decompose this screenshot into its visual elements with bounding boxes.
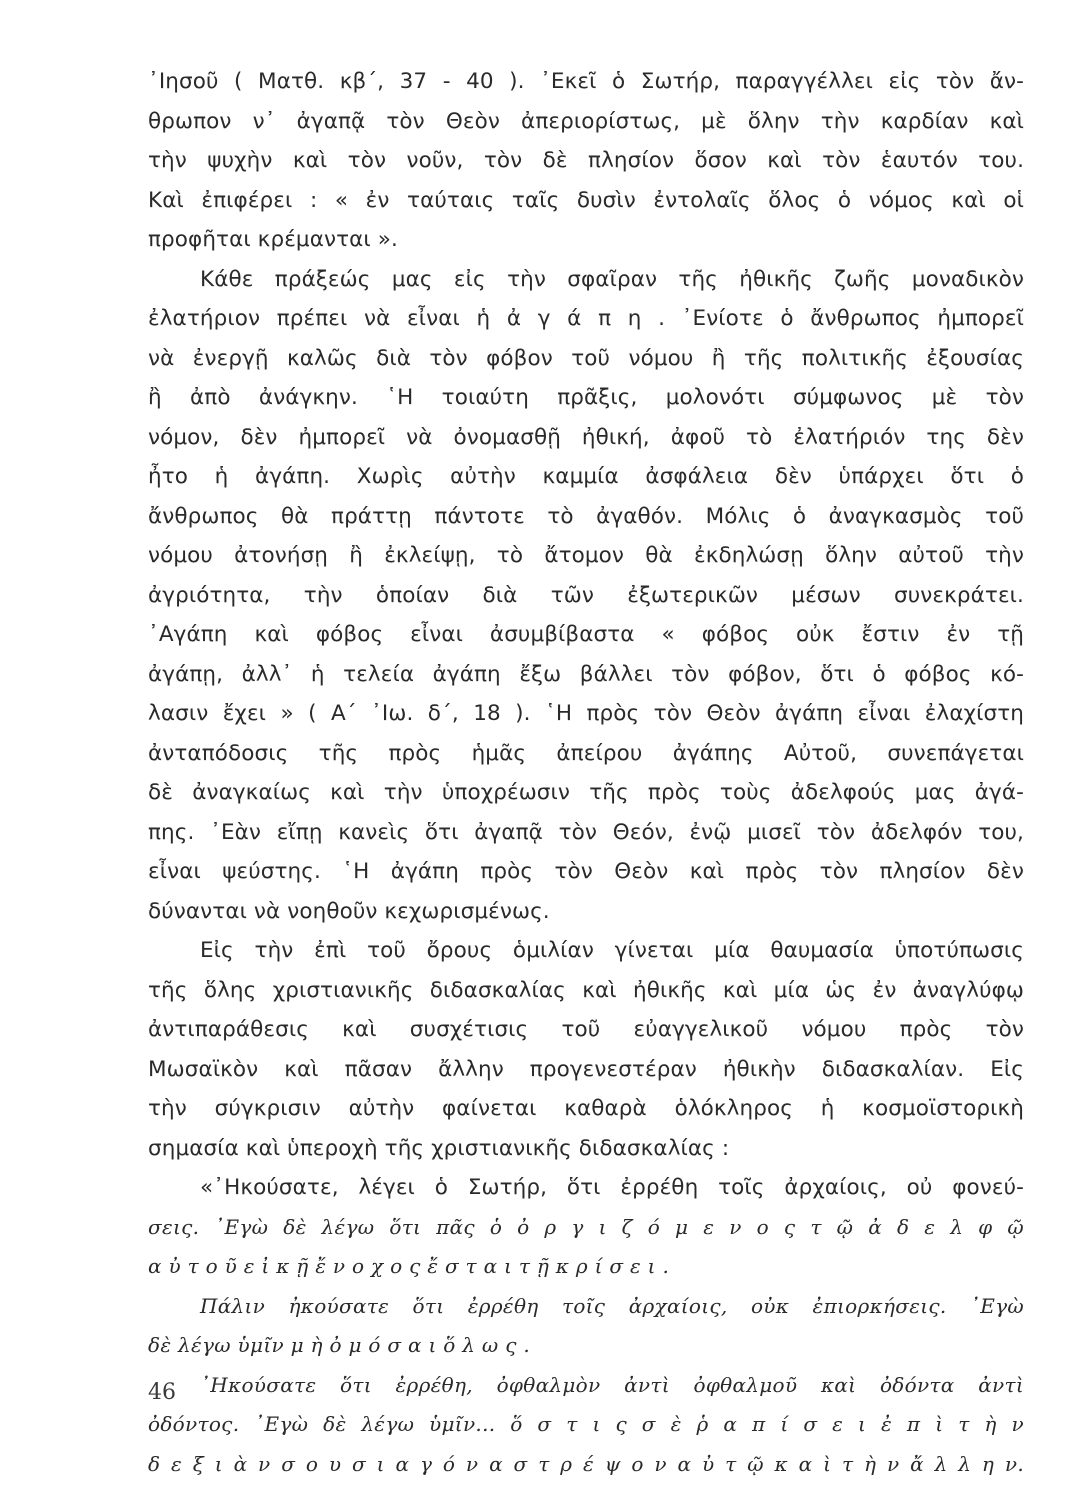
text-line: ἢ ἀπὸ ἀνάγκην. ῾Η τοιαύτη πρᾶξις, μολονότι σύμφωνος μὲ τὸν <box>148 385 1024 410</box>
text-line: πης. ᾽Εὰν εἴπῃ κανεὶς ὅτι ἀγαπᾷ τὸν Θεόν, ἐνῷ μισεῖ τὸν ἀδελφόν του, <box>148 819 1024 845</box>
paragraph-start-line: Εἰς τὴν ἐπὶ τοῦ ὄρους ὁμιλίαν γίνεται μία θαυμασία ὑποτύπωσις <box>200 938 1024 963</box>
quote-line: ᾽Ηκούσατε ὅτι ἐρρέθη, ὀφθαλμὸν ἀντὶ ὀφθαλμοῦ καὶ ὀδόντα ἀντὶ <box>200 1372 1024 1397</box>
text-line: ᾽Ιησοῦ ( Ματθ. κβ΄, 37 - 40 ). ᾽Εκεῖ ὁ Σωτήρ, παραγγέλλει εἰς τὸν ἄν- <box>148 69 1024 94</box>
text-line: τὴν σύγκρισιν αὐτὴν φαίνεται καθαρὰ ὁλόκληρος ἡ κοσμοϊστορικὴ <box>148 1096 1024 1121</box>
text-line: νόμου ἀτονήσῃ ἢ ἐκλείψῃ, τὸ ἄτομον θὰ ἐκδηλώσῃ ὅλην αὐτοῦ τὴν <box>148 543 1024 568</box>
text-line: ἐλατήριον πρέπει νὰ εἶναι ἡ ἀ γ ά π η . ᾽Ενίοτε ὁ ἄνθρωπος ἠμπορεῖ <box>148 306 1024 331</box>
text-line: ᾽Αγάπη καὶ φόβος εἶναι ἀσυμβίβαστα « φόβος οὐκ ἔστιν ἐν τῇ <box>148 622 1024 647</box>
text-line: νόμον, δὲν ἠμπορεῖ νὰ ὀνομασθῇ ἠθική, ἀφοῦ τὸ ἐλατήριόν της δὲν <box>148 424 1024 450</box>
text-line: θρωπον ν᾽ ἀγαπᾷ τὸν Θεὸν ἀπεριορίστως, μὲ ὅλην τὴν καρδίαν καὶ <box>148 108 1024 134</box>
paragraph-start-line: Κάθε πράξεώς μας εἰς τὴν σφαῖραν τῆς ἠθικῆς ζωῆς μοναδικὸν <box>200 266 1024 292</box>
quote-line: δὲ λέγω ὑμῖν μ ὴ ὀ μ ό σ α ι ὅ λ ω ς . <box>148 1333 531 1357</box>
text-line: τὴν ψυχὴν καὶ τὸν νοῦν, τὸν δὲ πλησίον ὅσον καὶ τὸν ἑαυτόν του. <box>148 148 1024 173</box>
text-line: δύνανται νὰ νοηθοῦν κεχωρισμένως. <box>148 898 550 924</box>
text-line: τῆς ὅλης χριστιανικῆς διδασκαλίας καὶ ἠθικῆς καὶ μία ὡς ἐν ἀναγλύφῳ <box>148 977 1024 1003</box>
quote-line: α ὐ τ ο ῦ ε ἰ κ ῇ ἔ ν ο χ ο ς ἔ σ τ α ι τ ῇ κ ρ ί σ ε ι . <box>148 1254 670 1278</box>
text-line: Μωσαϊκὸν καὶ πᾶσαν ἄλλην προγενεστέραν ἠθικὴν διδασκαλίαν. Εἰς <box>148 1056 1024 1082</box>
quote-line: ὀδόντος. ᾽Εγὼ δὲ λέγω ὑμῖν... ὅ σ τ ι ς σ ὲ ῥ α π ί σ ε ι ἐ π ὶ τ ὴ ν <box>148 1412 1024 1436</box>
text-line: ἄνθρωπος θὰ πράττῃ πάντοτε τὸ ἀγαθόν. Μόλις ὁ ἀναγκασμὸς τοῦ <box>148 503 1024 529</box>
text-line: σημασία καὶ ὑπεροχὴ τῆς χριστιανικῆς διδασκαλίας : <box>148 1135 730 1161</box>
text-line: ἦτο ἡ ἀγάπη. Χωρὶς αὐτὴν καμμία ἀσφάλεια δὲν ὑπάρχει ὅτι ὁ <box>148 464 1024 489</box>
text-line: προφῆται κρέμανται ». <box>148 227 398 252</box>
quote-line: δ ε ξ ι ὰ ν σ ο υ σ ι α γ ό ν α σ τ ρ έ ψ ο ν α ὐ τ ῷ κ α ὶ τ ὴ ν ἄ λ λ η ν. <box>148 1451 1024 1476</box>
text-line: ἀνταπόδοσις τῆς πρὸς ἡμᾶς ἀπείρου ἀγάπης Αὐτοῦ, συνεπάγεται <box>148 740 1024 766</box>
text-line: δὲ ἀναγκαίως καὶ τὴν ὑποχρέωσιν τῆς πρὸς τοὺς ἀδελφούς μας ἀγά- <box>148 780 1024 805</box>
book-page-text <box>148 62 1024 1484</box>
text-line: λασιν ἔχει » ( Α΄ ᾽Ιω. δ΄, 18 ). ῾Η πρὸς τὸν Θεὸν ἀγάπη εἶναι ἐλαχίστη <box>148 701 1024 726</box>
text-line: ἀντιπαράθεσις καὶ συσχέτισις τοῦ εὐαγγελικοῦ νόμου πρὸς τὸν <box>148 1017 1024 1042</box>
text-line: νὰ ἐνεργῇ καλῶς διὰ τὸν φόβον τοῦ νόμου ἢ τῆς πολιτικῆς ἐξουσίας <box>148 345 1024 371</box>
text-line: ἀγάπῃ, ἀλλ᾽ ἡ τελεία ἀγάπη ἔξω βάλλει τὸν φόβον, ὅτι ὁ φόβος κό- <box>148 661 1024 687</box>
page-number: 46 <box>148 1380 176 1405</box>
quote-line: Πάλιν ἠκούσατε ὅτι ἐρρέθη τοῖς ἀρχαίοις, οὐκ ἐπιορκήσεις. ᾽Εγὼ <box>200 1293 1024 1318</box>
text-line: Καὶ ἐπιφέρει : « ἐν ταύταις ταῖς δυσὶν ἐντολαῖς ὅλος ὁ νόμος καὶ οἱ <box>148 187 1024 213</box>
text-line: ἀγριότητα, τὴν ὁποίαν διὰ τῶν ἐξωτερικῶν μέσων συνεκράτει. <box>148 582 1024 608</box>
quote-start-line: «᾽Ηκούσατε, λέγει ὁ Σωτήρ, ὅτι ἐρρέθη τοῖς ἀρχαίοις, οὐ φονεύ- <box>200 1175 1024 1200</box>
quote-line: σεις. ᾽Εγὼ δὲ λέγω ὅτι πᾶς ὁ ὀ ρ γ ι ζ ό μ ε ν ο ς τ ῷ ἀ δ ε λ φ ῷ <box>148 1214 1024 1239</box>
text-line: εἶναι ψεύστης. ῾Η ἀγάπη πρὸς τὸν Θεὸν καὶ πρὸς τὸν πλησίον δὲν <box>148 859 1024 884</box>
